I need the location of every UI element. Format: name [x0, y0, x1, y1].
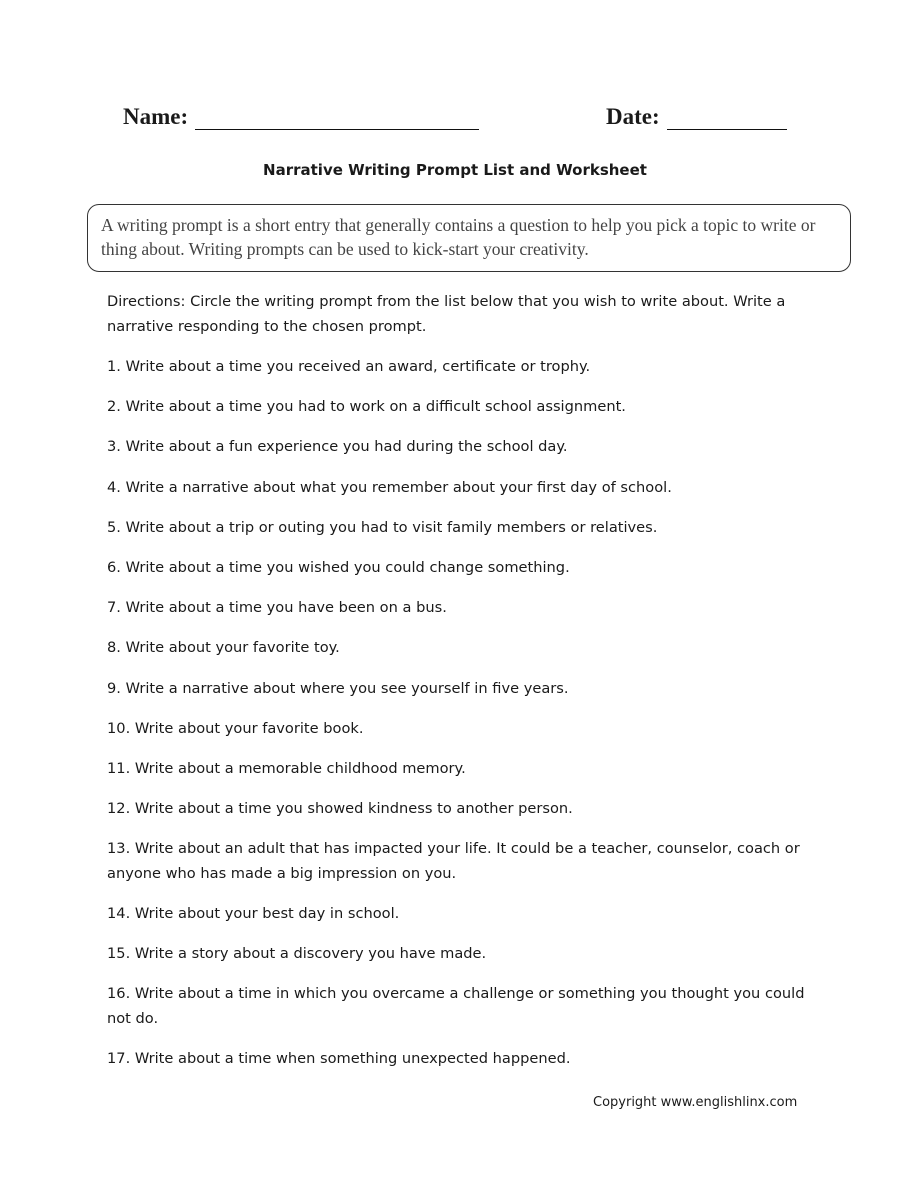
prompt-item: 3. Write about a fun experience you had during the school day.	[107, 438, 568, 456]
prompt-item: 16. Write about a time in which you overcame a challenge or something you thought you could not do.	[107, 985, 805, 1027]
prompt-item: 12. Write about a time you showed kindness to another person.	[107, 800, 573, 818]
prompt-list	[107, 355, 807, 1072]
name-field	[123, 104, 479, 130]
name-label: Name:	[123, 104, 189, 129]
prompt-item: 1. Write about a time you received an award, certificate or trophy.	[107, 358, 591, 375]
prompt-item: 9. Write a narrative about where you see yourself in five years.	[107, 679, 569, 697]
prompt-item: 11. Write about a memorable childhood memory.	[107, 759, 466, 777]
prompt-item: 4. Write a narrative about what you remember about your first day of school.	[107, 478, 672, 496]
prompt-item: 7. Write about a time you have been on a bus.	[107, 599, 447, 617]
date-blank-line	[667, 105, 787, 130]
worksheet-title: Narrative Writing Prompt List and Worksheet	[263, 161, 647, 179]
date-label: Date:	[606, 104, 660, 129]
prompt-item: 10. Write about your favorite book.	[107, 719, 364, 737]
prompt-item: 6. Write about a time you wished you could change something.	[107, 558, 570, 576]
intro-box: A writing prompt is a short entry that generally contains a question to help you pick a topic to write or thing about. Writing prompts can be used to kick-start your creativity.	[87, 204, 851, 272]
prompt-item: 17. Write about a time when something unexpected happened.	[107, 1050, 571, 1067]
content	[107, 290, 807, 1087]
prompt-item: 2. Write about a time you had to work on a difficult school assignment.	[107, 398, 626, 416]
name-blank-line	[195, 105, 479, 130]
prompt-item: 14. Write about your best day in school.	[107, 904, 400, 922]
prompt-item: 5. Write about a trip or outing you had to visit family members or relatives.	[107, 518, 658, 536]
prompt-item: 13. Write about an adult that has impacted your life. It could be a teacher, counselor, coach or anyone who has made a big impression on you.	[107, 840, 800, 882]
copyright-text: Copyright www.englishlinx.com	[593, 1095, 798, 1110]
header-row	[0, 104, 910, 140]
date-field	[606, 104, 787, 130]
prompt-item: 15. Write a story about a discovery you have made.	[107, 945, 487, 963]
prompt-item: 8. Write about your favorite toy.	[107, 639, 340, 657]
directions: Directions: Circle the writing prompt from the list below that you wish to write about. Write a narrative responding to the chosen prompt.	[107, 293, 786, 335]
